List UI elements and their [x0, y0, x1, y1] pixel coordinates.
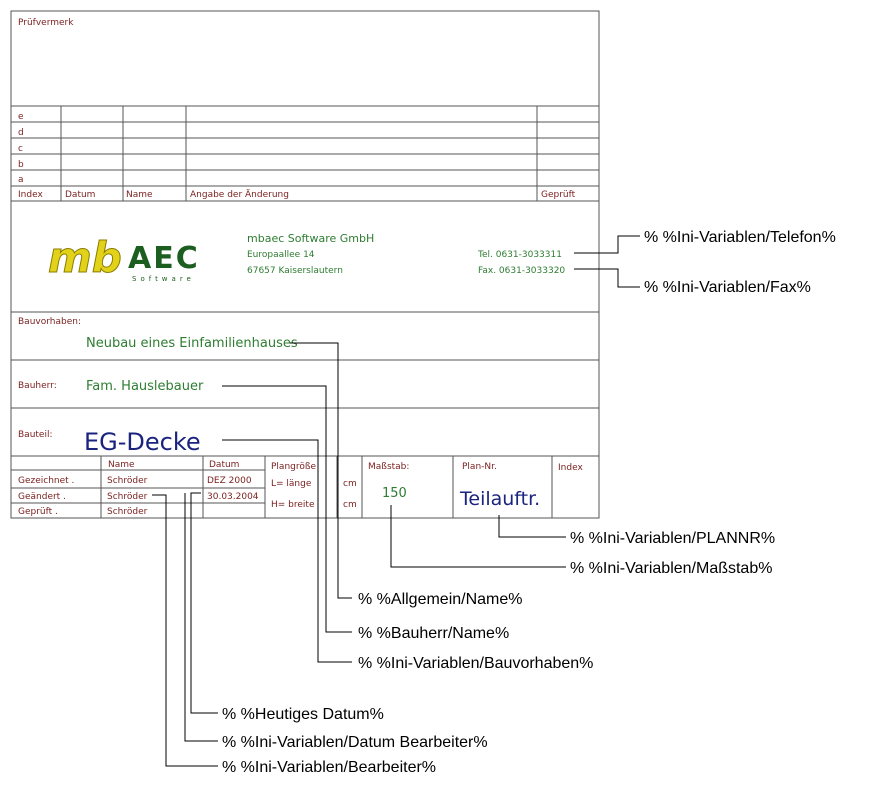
leader-bauvorhaben: [222, 440, 352, 662]
annotation-allgemein-name: % %Allgemein/Name%: [358, 591, 523, 608]
leader-heutiges-datum: [191, 493, 218, 713]
signoff-name-1: Schröder: [107, 476, 148, 486]
plan-cm-2: cm: [343, 500, 357, 510]
annotation-bauvorhaben: % %Ini-Variablen/Bauvorhaben%: [358, 655, 594, 672]
plannr-label: Plan-Nr.: [462, 462, 497, 472]
plangroesse-label: Plangröße: [271, 462, 317, 472]
bauteil-label: Bauteil:: [18, 430, 53, 440]
revision-row-b: b: [18, 160, 24, 170]
logo-aec-text: AEC: [128, 241, 200, 276]
revision-table: [11, 106, 599, 201]
bauvorhaben-value: Neubau eines Einfamilienhauses: [86, 336, 298, 351]
index-label: Index: [558, 463, 583, 473]
massstab-label: Maßstab:: [368, 462, 410, 472]
signoff-geaendert: Geändert .: [18, 492, 66, 502]
plannr-value: Teilauftr.: [460, 488, 541, 510]
revision-header-geprueft: Geprüft: [541, 190, 576, 200]
pruefvermerk-label: Prüfvermerk: [18, 18, 74, 28]
revision-row-d: d: [18, 128, 24, 138]
logo-software-text: Software: [132, 275, 195, 283]
plan-laenge-label: L= länge: [271, 479, 312, 489]
leader-massstab: [391, 505, 566, 567]
massstab-value: 150: [382, 486, 407, 501]
company-city: 67657 Kaiserslautern: [247, 266, 343, 276]
annotation-fax: % %Ini-Variablen/Fax%: [644, 279, 811, 296]
company-name: mbaec Software GmbH: [247, 232, 375, 245]
leader-fax: [574, 269, 640, 287]
revision-header-aenderung: Angabe der Änderung: [190, 190, 289, 200]
leader-datum-bearbeiter: [185, 493, 218, 741]
revision-row-a: a: [18, 175, 24, 185]
signoff-name-2: Schröder: [107, 492, 148, 502]
company-logo: [48, 233, 200, 283]
annotation-telefon: % %Ini-Variablen/Telefon%: [644, 229, 836, 246]
company-street: Europaallee 14: [247, 250, 315, 260]
signoff-date-2: 30.03.2004: [207, 492, 259, 502]
logo-mb-text: mb: [48, 233, 122, 282]
signoff-name-3: Schröder: [107, 507, 148, 517]
signoff-col-name: Name: [108, 460, 135, 470]
bauteil-value: EG-Decke: [84, 428, 201, 456]
revision-row-e: e: [18, 112, 24, 122]
annotation-massstab: % %Ini-Variablen/Maßstab%: [570, 560, 773, 577]
signoff-date-1: DEZ 2000: [207, 476, 252, 486]
revision-header-index: Index: [18, 190, 43, 200]
annotation-bauherr-name: % %Bauherr/Name%: [358, 625, 510, 642]
bauvorhaben-label: Bauvorhaben:: [18, 317, 81, 327]
revision-header-datum: Datum: [65, 190, 96, 200]
leader-telefon: [574, 236, 640, 253]
signoff-col-datum: Datum: [209, 460, 240, 470]
annotation-heutiges-datum: % %Heutiges Datum%: [222, 706, 384, 723]
bauherr-label: Bauherr:: [18, 381, 57, 391]
plan-cm-1: cm: [343, 479, 357, 489]
company-fax: Fax. 0631-3033320: [478, 266, 566, 276]
signoff-geprueft: Geprüft .: [18, 507, 58, 517]
annotation-bearbeiter: % %Ini-Variablen/Bearbeiter%: [222, 759, 437, 776]
company-tel: Tel. 0631-3033311: [478, 250, 562, 260]
revision-header-name: Name: [126, 190, 153, 200]
annotation-plannr: % %Ini-Variablen/PLANNR%: [570, 530, 776, 547]
signoff-gezeichnet: Gezeichnet .: [18, 476, 75, 486]
plan-breite-label: H= breite: [271, 500, 315, 510]
revision-row-c: c: [18, 144, 23, 154]
annotation-datum-bearbeiter: % %Ini-Variablen/Datum Bearbeiter%: [222, 734, 488, 751]
bauherr-value: Fam. Hauslebauer: [86, 379, 204, 394]
